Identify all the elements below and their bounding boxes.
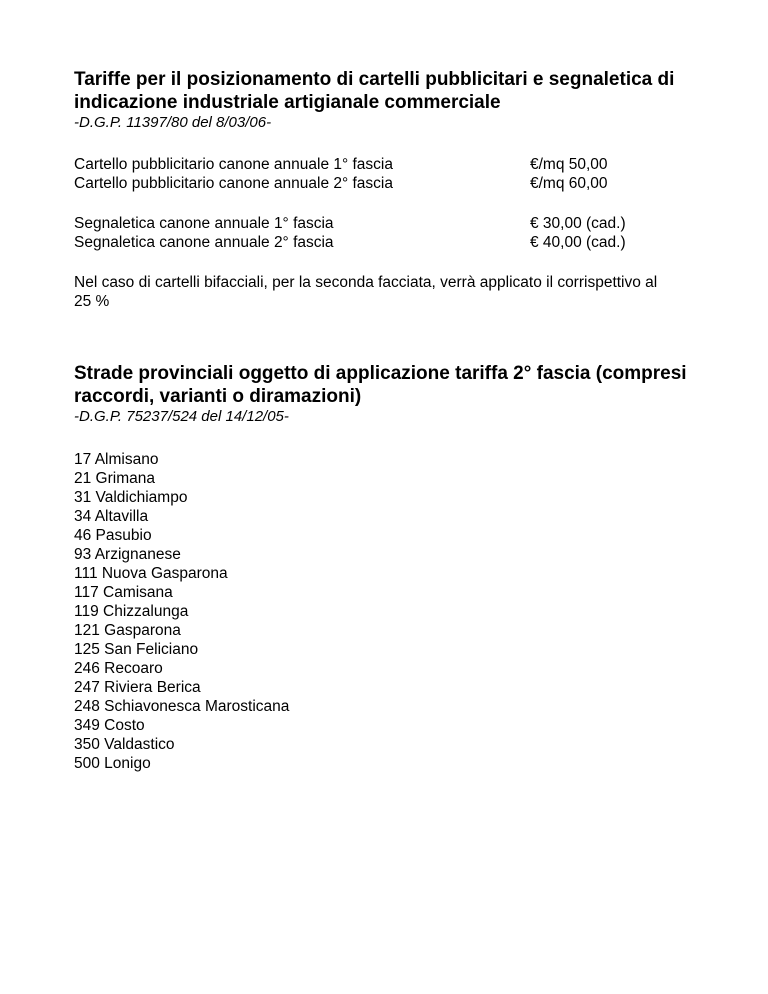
list-item: 117 Camisana bbox=[74, 584, 173, 601]
bifacial-note: Nel caso di cartelli bifacciali, per la seconda facciata, verrà applicato il corrispettivo al 25 % bbox=[74, 274, 658, 310]
roads-section-title: Strade provinciali oggetto di applicazione tariffa 2° fascia (compresi raccordi, varianti o diramazioni) bbox=[74, 363, 687, 407]
rate-group-cartelli bbox=[74, 155, 714, 193]
rates-table bbox=[74, 155, 714, 252]
roads-list bbox=[74, 450, 714, 773]
rate-label: Segnaletica canone annuale 1° fascia bbox=[74, 215, 334, 232]
tariff-section bbox=[74, 68, 714, 311]
list-item: 21 Grimana bbox=[74, 470, 155, 487]
list-item: 500 Lonigo bbox=[74, 755, 151, 772]
rate-label: Cartello pubblicitario canone annuale 1° fascia bbox=[74, 156, 393, 173]
list-item: 93 Arzignanese bbox=[74, 546, 181, 563]
list-item: 121 Gasparona bbox=[74, 622, 181, 639]
list-item: 247 Riviera Berica bbox=[74, 679, 201, 696]
list-item: 31 Valdichiampo bbox=[74, 489, 188, 506]
list-item: 248 Schiavonesca Marosticana bbox=[74, 698, 290, 715]
list-item: 349 Costo bbox=[74, 717, 145, 734]
rate-value: € 40,00 (cad.) bbox=[530, 234, 626, 251]
rate-value: €/mq 60,00 bbox=[530, 175, 608, 192]
list-item: 46 Pasubio bbox=[74, 527, 152, 544]
list-item: 119 Chizzalunga bbox=[74, 603, 189, 620]
rate-label: Segnaletica canone annuale 2° fascia bbox=[74, 234, 334, 251]
rate-row bbox=[74, 155, 714, 174]
tariff-section-title: Tariffe per il posizionamento di cartelli pubblicitari e segnaletica di indicazione industriale artigianale commerciale bbox=[74, 69, 675, 113]
roads-section-reference: -D.G.P. 75237/524 del 14/12/05- bbox=[74, 408, 289, 425]
list-item: 111 Nuova Gasparona bbox=[74, 565, 228, 582]
list-item: 34 Altavilla bbox=[74, 508, 149, 525]
rate-row bbox=[74, 174, 714, 193]
rate-row bbox=[74, 233, 714, 252]
list-item: 17 Almisano bbox=[74, 451, 159, 468]
rate-label: Cartello pubblicitario canone annuale 2° fascia bbox=[74, 175, 393, 192]
roads-section bbox=[74, 362, 714, 773]
document-page bbox=[74, 68, 714, 789]
list-item: 350 Valdastico bbox=[74, 736, 175, 753]
tariff-section-reference: -D.G.P. 11397/80 del 8/03/06- bbox=[74, 114, 272, 131]
list-item: 125 San Feliciano bbox=[74, 641, 199, 658]
rate-group-segnaletica bbox=[74, 214, 714, 252]
rate-value: €/mq 50,00 bbox=[530, 156, 608, 173]
rate-value: € 30,00 (cad.) bbox=[530, 215, 626, 232]
list-item: 246 Recoaro bbox=[74, 660, 163, 677]
rate-row bbox=[74, 214, 714, 233]
